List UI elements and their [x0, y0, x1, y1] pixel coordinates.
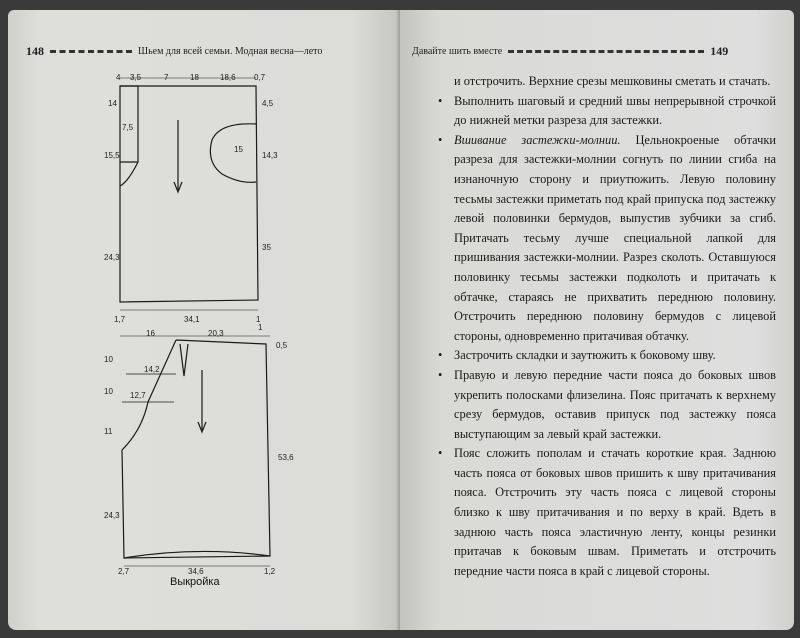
- pattern-caption: Выкройка: [170, 576, 220, 588]
- dim-label: 18: [190, 73, 199, 82]
- left-page: [8, 10, 400, 630]
- pattern-back-labels: [104, 323, 294, 576]
- left-page-number: 148: [26, 44, 44, 58]
- header-dashes: [508, 50, 704, 53]
- book-spread: [8, 10, 794, 630]
- pattern-back-piece: [120, 336, 270, 566]
- dim-label: 20,3: [208, 329, 224, 338]
- list-item: • Правую и левую передние части пояса до боковых швов укрепить полосками флизелина. Пояс притачать к верхнему срезу бермудов, оставив припуск под застежку пояса выступающим за левый край застежки.: [436, 366, 776, 444]
- list-item: • Застрочить складки и заутюжить к боковому шву.: [436, 346, 776, 366]
- dim-label: 11: [104, 427, 113, 436]
- list-item: • Выполнить шаговый и средний швы непрерывной строчкой до нижней метки разреза для застежки.: [436, 92, 776, 131]
- dim-label: 0,5: [276, 341, 288, 350]
- list-item: • Вшивание застежки-молнии. Цельнокроеные обтачки разреза для застежки-молнии согнуть по линии сгиба на изнаночную сторону и приутюжить. Левую половину тесьмы застежки приметать под край припуска под застежку левой половинки бермудов, выпустив зубчики за сгиб. Притачать тесьму лучше специальной лапкой для пришивания застежки-молнии. Разрез сколоть. Оставшуюся половинку тесьмы застежки подколоть и притачать к обтачке, стараясь не прихватить переднюю половину. Отстрочить переднюю половину бермудов с лицевой стороны, одновременно притачивая обтачку.: [436, 131, 776, 347]
- dim-label: 14: [108, 99, 117, 108]
- dim-label: 2,7: [118, 567, 130, 576]
- dim-label: 12,7: [130, 391, 146, 400]
- dim-label: 34,6: [188, 567, 204, 576]
- dim-label: 10: [104, 355, 113, 364]
- dim-label: 14,3: [262, 151, 278, 160]
- dim-label: 15,5: [104, 151, 120, 160]
- pattern-diagram: [8, 10, 400, 610]
- right-page: [400, 10, 794, 630]
- right-running-head: [412, 44, 728, 59]
- dim-label: 18,6: [220, 73, 236, 82]
- dim-label: 14,2: [144, 365, 160, 374]
- dim-label: 4: [116, 73, 121, 82]
- dim-label: 24,3: [104, 253, 120, 262]
- dim-label: 35: [262, 243, 271, 252]
- dim-label: 7: [164, 73, 169, 82]
- bullet-lead: Вшивание застежки-молнии.: [454, 132, 621, 147]
- pattern-front-piece: [120, 78, 258, 310]
- list-item: • Пояс сложить пополам и стачать короткие края. Заднюю часть пояса от боковых швов пришить к шву притачивания пояса. Отстрочить эту часть пояса с лицевой стороны близко к шву притачивания и по верху в край. Вдеть в заднюю часть пояса эластичную ленту, концы резинки притачав к боковым швам. Приметать и отстрочить передние части пояса в край с лицевой стороны.: [436, 444, 776, 581]
- dim-label: 3,5: [130, 73, 142, 82]
- dim-label: 24,3: [104, 511, 120, 520]
- dim-label: 34,1: [184, 315, 200, 324]
- dim-label: 1,7: [114, 315, 126, 324]
- dim-label: 1: [256, 315, 261, 324]
- pattern-front-labels: [104, 73, 278, 324]
- left-running-title: Шьем для всей семьи. Модная весна—лето: [138, 46, 323, 57]
- dim-label: 1: [258, 323, 263, 332]
- right-running-title: Давайте шить вместе: [412, 46, 503, 57]
- dim-label: 16: [146, 329, 155, 338]
- page-body-text: [436, 72, 776, 581]
- dim-label: 10: [104, 387, 113, 396]
- dim-label: 1,2: [264, 567, 276, 576]
- dim-label: 15: [234, 145, 243, 154]
- right-page-number: 149: [710, 44, 729, 58]
- dim-label: 7,5: [122, 123, 134, 132]
- dim-label: 0,7: [254, 73, 266, 82]
- dim-label: 53,6: [278, 453, 294, 462]
- intro-paragraph: и отстрочить. Верхние срезы мешковины сметать и стачать.: [454, 74, 771, 88]
- dim-label: 4,5: [262, 99, 274, 108]
